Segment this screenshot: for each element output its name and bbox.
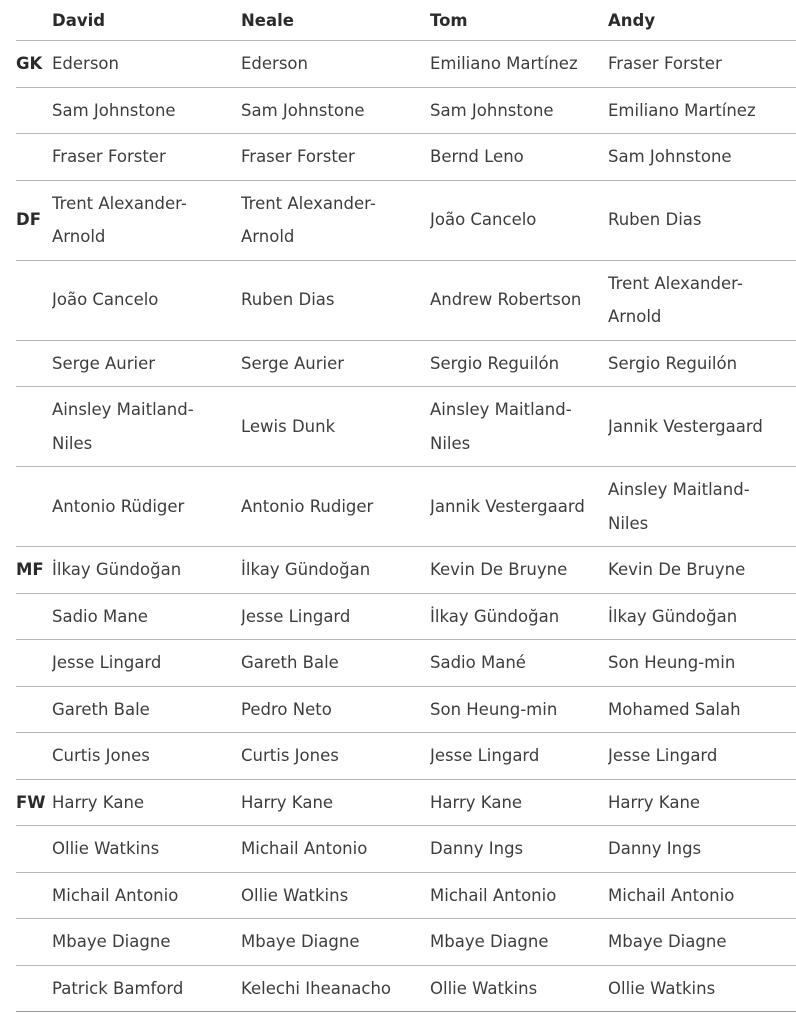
position-cell — [16, 134, 52, 181]
david-pick-cell: Serge Aurier — [52, 340, 241, 387]
andy-pick-cell: Trent Alexander-Arnold — [608, 260, 796, 340]
table-row — [16, 260, 796, 340]
tom-pick-cell: İlkay Gündoğan — [430, 593, 608, 640]
david-pick-cell: Sadio Mane — [52, 593, 241, 640]
neale-pick-cell: Harry Kane — [241, 779, 430, 826]
tom-pick-cell: Jesse Lingard — [430, 733, 608, 780]
table-row — [16, 826, 796, 873]
tom-pick-cell: Sadio Mané — [430, 640, 608, 687]
tom-pick-cell: Danny Ings — [430, 826, 608, 873]
position-cell — [16, 965, 52, 1012]
andy-pick-cell: Kevin De Bruyne — [608, 547, 796, 594]
position-cell — [16, 686, 52, 733]
tom-pick-cell: Kevin De Bruyne — [430, 547, 608, 594]
table-row — [16, 41, 796, 88]
table-row — [16, 467, 796, 547]
andy-pick-cell: Sergio Reguilón — [608, 340, 796, 387]
andy-pick-cell: Sam Johnstone — [608, 134, 796, 181]
david-pick-cell: Ainsley Maitland-Niles — [52, 387, 241, 467]
neale-pick-cell: İlkay Gündoğan — [241, 547, 430, 594]
position-cell — [16, 640, 52, 687]
andy-pick-cell: Ainsley Maitland-Niles — [608, 467, 796, 547]
squad-picks-table — [16, 0, 796, 1012]
david-pick-cell: Patrick Bamford — [52, 965, 241, 1012]
andy-pick-cell: Mohamed Salah — [608, 686, 796, 733]
david-pick-cell: İlkay Gündoğan — [52, 547, 241, 594]
neale-pick-cell: Trent Alexander-Arnold — [241, 180, 430, 260]
table-row — [16, 134, 796, 181]
neale-pick-cell: Kelechi Iheanacho — [241, 965, 430, 1012]
position-cell: FW — [16, 779, 52, 826]
position-cell: GK — [16, 41, 52, 88]
david-pick-cell: Michail Antonio — [52, 872, 241, 919]
andy-pick-cell: Mbaye Diagne — [608, 919, 796, 966]
table-row — [16, 547, 796, 594]
table-row — [16, 87, 796, 134]
position-cell — [16, 467, 52, 547]
position-cell — [16, 826, 52, 873]
david-pick-cell: Trent Alexander-Arnold — [52, 180, 241, 260]
table-body — [16, 41, 796, 1012]
david-pick-cell: Antonio Rüdiger — [52, 467, 241, 547]
neale-pick-cell: Mbaye Diagne — [241, 919, 430, 966]
david-pick-cell: Harry Kane — [52, 779, 241, 826]
position-cell — [16, 919, 52, 966]
tom-pick-cell: Bernd Leno — [430, 134, 608, 181]
david-pick-cell: Sam Johnstone — [52, 87, 241, 134]
david-pick-cell: Mbaye Diagne — [52, 919, 241, 966]
neale-pick-cell: Lewis Dunk — [241, 387, 430, 467]
table-row — [16, 387, 796, 467]
tom-pick-cell: Ollie Watkins — [430, 965, 608, 1012]
neale-pick-cell: Ederson — [241, 41, 430, 88]
andy-pick-cell: Jannik Vestergaard — [608, 387, 796, 467]
table-row — [16, 872, 796, 919]
tom-pick-cell: João Cancelo — [430, 180, 608, 260]
header-position — [16, 0, 52, 41]
david-pick-cell: João Cancelo — [52, 260, 241, 340]
tom-pick-cell: Sergio Reguilón — [430, 340, 608, 387]
david-pick-cell: Ederson — [52, 41, 241, 88]
andy-pick-cell: İlkay Gündoğan — [608, 593, 796, 640]
neale-pick-cell: Gareth Bale — [241, 640, 430, 687]
header-andy: Andy — [608, 0, 796, 41]
position-cell: MF — [16, 547, 52, 594]
neale-pick-cell: Serge Aurier — [241, 340, 430, 387]
position-cell — [16, 87, 52, 134]
table-row — [16, 593, 796, 640]
header-neale: Neale — [241, 0, 430, 41]
neale-pick-cell: Jesse Lingard — [241, 593, 430, 640]
david-pick-cell: Curtis Jones — [52, 733, 241, 780]
david-pick-cell: Gareth Bale — [52, 686, 241, 733]
tom-pick-cell: Mbaye Diagne — [430, 919, 608, 966]
position-cell — [16, 260, 52, 340]
position-cell — [16, 733, 52, 780]
david-pick-cell: Ollie Watkins — [52, 826, 241, 873]
position-cell: DF — [16, 180, 52, 260]
tom-pick-cell: Sam Johnstone — [430, 87, 608, 134]
table-row — [16, 686, 796, 733]
andy-pick-cell: Ollie Watkins — [608, 965, 796, 1012]
table-row — [16, 919, 796, 966]
tom-pick-cell: Ainsley Maitland-Niles — [430, 387, 608, 467]
neale-pick-cell: Michail Antonio — [241, 826, 430, 873]
neale-pick-cell: Curtis Jones — [241, 733, 430, 780]
neale-pick-cell: Sam Johnstone — [241, 87, 430, 134]
table-row — [16, 965, 796, 1012]
table-row — [16, 180, 796, 260]
header-david: David — [52, 0, 241, 41]
andy-pick-cell: Michail Antonio — [608, 872, 796, 919]
table-row — [16, 733, 796, 780]
tom-pick-cell: Andrew Robertson — [430, 260, 608, 340]
table-row — [16, 340, 796, 387]
table-header — [16, 0, 796, 41]
andy-pick-cell: Son Heung-min — [608, 640, 796, 687]
tom-pick-cell: Emiliano Martínez — [430, 41, 608, 88]
tom-pick-cell: Son Heung-min — [430, 686, 608, 733]
tom-pick-cell: Harry Kane — [430, 779, 608, 826]
tom-pick-cell: Jannik Vestergaard — [430, 467, 608, 547]
table-row — [16, 640, 796, 687]
neale-pick-cell: Ollie Watkins — [241, 872, 430, 919]
position-cell — [16, 340, 52, 387]
position-cell — [16, 387, 52, 467]
andy-pick-cell: Emiliano Martínez — [608, 87, 796, 134]
header-row — [16, 0, 796, 41]
neale-pick-cell: Pedro Neto — [241, 686, 430, 733]
tom-pick-cell: Michail Antonio — [430, 872, 608, 919]
andy-pick-cell: Harry Kane — [608, 779, 796, 826]
andy-pick-cell: Danny Ings — [608, 826, 796, 873]
neale-pick-cell: Ruben Dias — [241, 260, 430, 340]
david-pick-cell: Fraser Forster — [52, 134, 241, 181]
neale-pick-cell: Antonio Rudiger — [241, 467, 430, 547]
neale-pick-cell: Fraser Forster — [241, 134, 430, 181]
position-cell — [16, 872, 52, 919]
table-row — [16, 779, 796, 826]
andy-pick-cell: Jesse Lingard — [608, 733, 796, 780]
andy-pick-cell: Ruben Dias — [608, 180, 796, 260]
header-tom: Tom — [430, 0, 608, 41]
andy-pick-cell: Fraser Forster — [608, 41, 796, 88]
position-cell — [16, 593, 52, 640]
david-pick-cell: Jesse Lingard — [52, 640, 241, 687]
